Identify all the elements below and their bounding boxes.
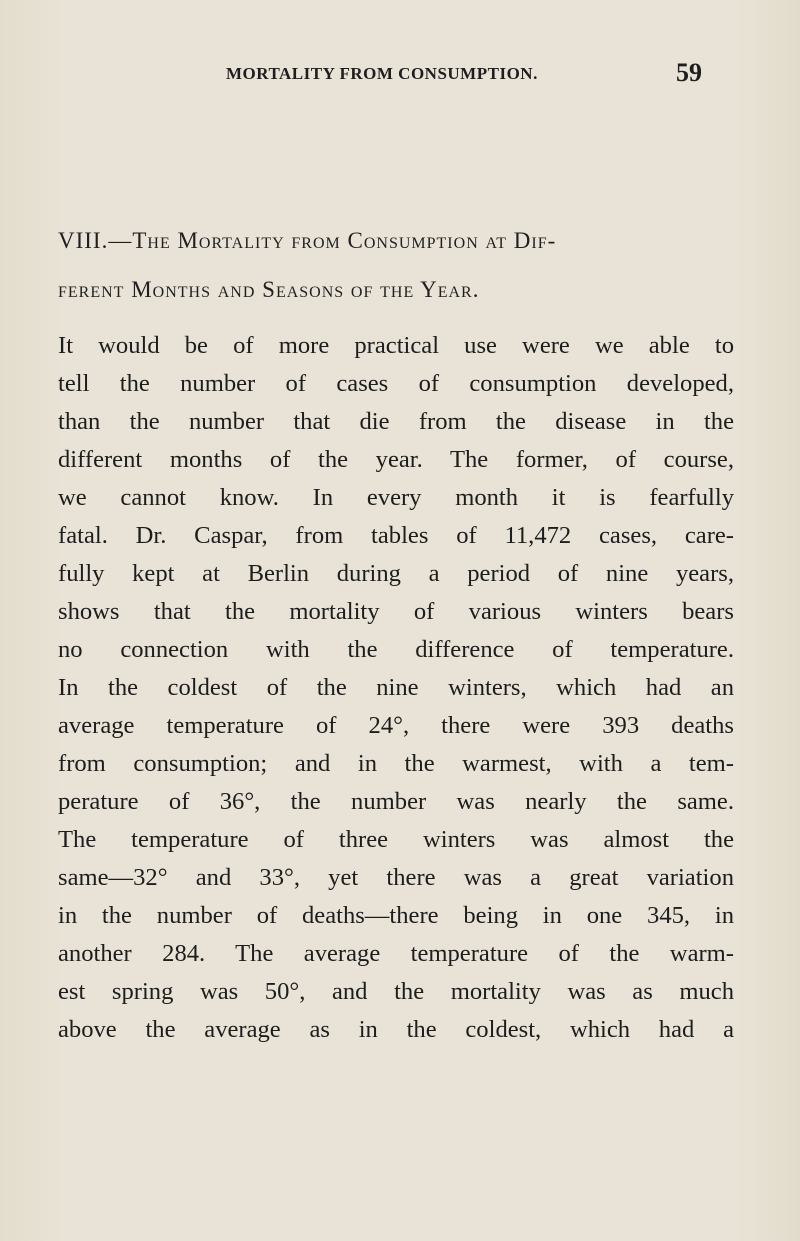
paragraph-line: from consumption; and in the warmest, with a tem- [58, 750, 734, 777]
paragraph-line: we cannot know. In every month it is fearfully [58, 484, 734, 511]
paragraph-line: It would be of more practical use were we able to [58, 332, 734, 359]
paragraph-line: no connection with the difference of temperature. [58, 636, 734, 663]
paragraph-line: shows that the mortality of various winters bears [58, 598, 734, 625]
running-head: MORTALITY FROM CONSUMPTION. [226, 64, 538, 83]
paragraph-line: above the average as in the coldest, which had a [58, 1016, 734, 1043]
paragraph-line: than the number that die from the disease in the [58, 408, 734, 435]
section-heading [58, 216, 758, 314]
paragraph-line: average temperature of 24°, there were 393 deaths [58, 712, 734, 739]
paragraph-line: tell the number of cases of consumption developed, [58, 370, 734, 397]
body-paragraph [58, 327, 734, 1049]
paragraph-line: different months of the year. The former, of course, [58, 446, 734, 473]
paragraph-line: perature of 36°, the number was nearly the same. [58, 788, 734, 815]
paragraph-line: est spring was 50°, and the mortality was as much [58, 978, 734, 1005]
page-number: 59 [676, 58, 702, 87]
paragraph-line: The temperature of three winters was almost the [58, 826, 734, 853]
section-heading-line-2: ferent Months and Seasons of the Year. [58, 277, 480, 302]
paragraph-line: same—32° and 33°, yet there was a great variation [58, 864, 734, 891]
paragraph-line: in the number of deaths—there being in one 345, in [58, 902, 734, 929]
paragraph-line: fully kept at Berlin during a period of nine years, [58, 560, 734, 587]
paragraph-line: another 284. The average temperature of the warm- [58, 940, 734, 967]
paragraph-line: fatal. Dr. Caspar, from tables of 11,472 cases, care- [58, 522, 734, 549]
paragraph-line: In the coldest of the nine winters, which had an [58, 674, 734, 701]
section-heading-line-1: VIII.—The Mortality from Consumption at Dif- [58, 228, 557, 253]
